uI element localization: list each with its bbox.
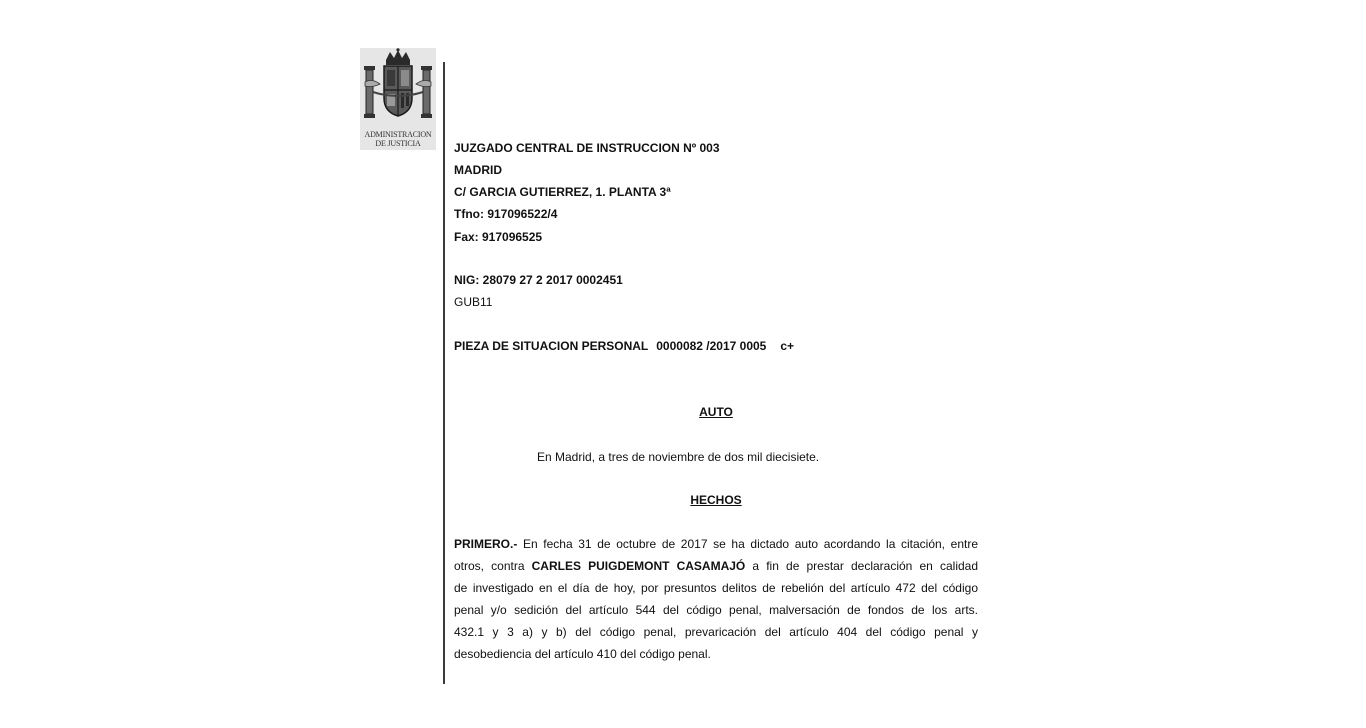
nig-number: NIG: 28079 27 2 2017 0002451 (454, 273, 623, 287)
pieza-label: PIEZA DE SITUACION PERSONAL (454, 339, 649, 353)
pieza-number: 0000082 /2017 0005 (656, 339, 767, 353)
date-line: En Madrid, a tres de noviembre de dos mil diecisiete. (537, 450, 820, 464)
court-phone: Tfno: 917096522/4 (454, 207, 558, 221)
defendant-name: CARLES PUIGDEMONT CASAMAJÓ (531, 559, 746, 573)
paragraph-row-2 (454, 559, 978, 581)
coat-of-arms-icon (360, 48, 436, 130)
court-address: C/ GARCIA GUTIERREZ, 1. PLANTA 3ª (454, 185, 671, 199)
court-city: MADRID (454, 163, 502, 177)
paragraph-row-6: desobediencia del artículo 410 del código penal. (454, 647, 711, 661)
paragraph-row-4: penal y/o sedición del artículo 544 del código penal, malversación de fondos de los arts. (454, 603, 978, 617)
gub-code: GUB11 (454, 295, 493, 309)
primero-label: PRIMERO.- (454, 537, 518, 551)
margin-rule (443, 62, 445, 684)
primero-paragraph (454, 537, 978, 669)
crest-label-line1: ADMINISTRACION (364, 130, 432, 139)
row2-pre: otros, contra (454, 559, 532, 573)
crest-label-line2: DE JUSTICIA (375, 139, 421, 148)
court-name: JUZGADO CENTRAL DE INSTRUCCION Nº 003 (454, 141, 720, 155)
hechos-heading: HECHOS (690, 493, 742, 507)
paragraph-row-5: 432.1 y 3 a) y b) del código penal, prevaricación del artículo 404 del código penal y (454, 625, 978, 639)
paragraph-row-3: de investigado en el día de hoy, por presuntos delitos de rebelión del artículo 472 del código (454, 581, 978, 595)
row2-post: a fin de prestar declaración en calidad (745, 559, 978, 573)
pieza-suffix: c+ (780, 339, 795, 353)
paragraph-row-1 (454, 537, 978, 559)
pieza-line (454, 339, 794, 353)
row1-text: En fecha 31 de octubre de 2017 se ha dictado auto acordando la citación, entre (517, 537, 978, 551)
coat-of-arms-seal (360, 48, 436, 150)
court-fax: Fax: 917096525 (454, 230, 543, 244)
auto-heading: AUTO (699, 405, 733, 419)
